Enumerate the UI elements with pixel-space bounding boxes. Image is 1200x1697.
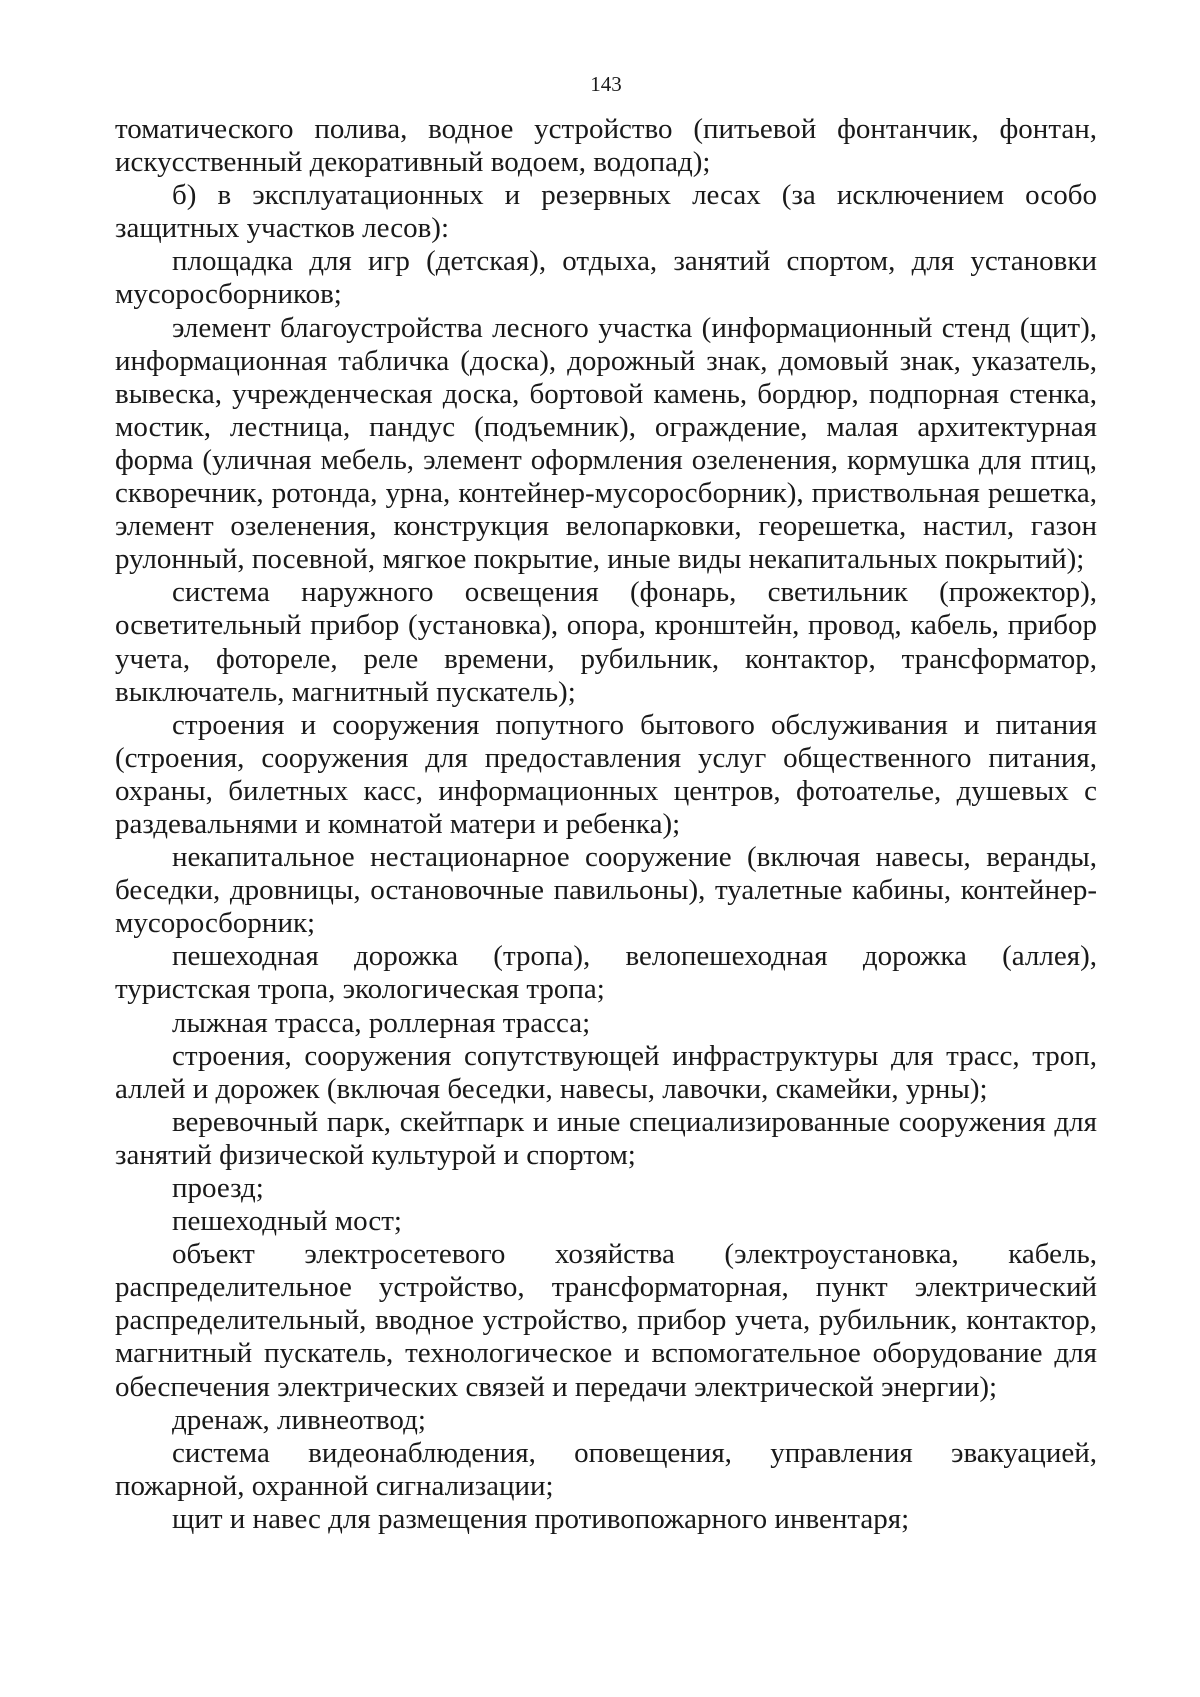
paragraph: лыжная трасса, роллерная трасса;	[172, 1006, 591, 1039]
paragraph: пешеходный мост;	[172, 1205, 402, 1238]
paragraph: щит и навес для размещения противопожарного инвентаря;	[172, 1502, 910, 1535]
page-number: 143	[590, 72, 622, 96]
paragraph: строения, сооружения сопутствующей инфраструктуры для трасс, троп, аллей и дорожек (включая беседки, навесы, лавочки, скамейки, урны);	[115, 1039, 1097, 1105]
document-body	[115, 113, 1097, 1536]
paragraph: проезд;	[172, 1172, 264, 1204]
paragraph: дренаж, ливнеотвод;	[172, 1403, 426, 1436]
paragraph: площадка для игр (детская), отдыха, занятий спортом, для установки мусоросборников;	[115, 245, 1097, 311]
paragraph: элемент благоустройства лесного участка (информационный стенд (щит), информационная табличка (доска), дорожный знак, домовый знак, указатель, вывеска, учрежденческая доска, бортовой камень, бордюр, подпорная стенка, мостик, лестница, пандус (подъемник), ограждение, малая архитектурная форма (уличная мебель, элемент оформления озеленения, кормушка для птиц, скворечник, ротонда, урна, контейнер-мусоросборник), приствольная решетка, элемент озеленения, конструкция велопарковки, георешетка, настил, газон рулонный, посевной, мягкое покрытие, иные виды некапитальных покрытий);	[115, 311, 1097, 576]
paragraph: объект электросетевого хозяйства (электроустановка, кабель, распределительное устройство, трансформаторная, пункт электрический распределительный, вводное устройство, прибор учета, рубильник, контактор, магнитный пускатель, технологическое и вспомогательное оборудование для обеспечения электрических связей и передачи электрической энергии);	[115, 1238, 1097, 1403]
paragraph: пешеходная дорожка (тропа), велопешеходная дорожка (аллея), туристская тропа, экологическая тропа;	[115, 940, 1097, 1006]
paragraph: система видеонаблюдения, оповещения, управления эвакуацией, пожарной, охранной сигнализации;	[115, 1436, 1097, 1502]
paragraph: веревочный парк, скейтпарк и иные специализированные сооружения для занятий физической культурой и спортом;	[115, 1105, 1097, 1171]
paragraph: строения и сооружения попутного бытового обслуживания и питания (строения, сооружения для предоставления услуг общественного питания, охраны, билетных касс, информационных центров, фотоателье, душевых с раздевальнями и комнатой матери и ребенка);	[115, 708, 1097, 840]
paragraph: томатического полива, водное устройство (питьевой фонтанчик, фонтан, искусственный декоративный водоем, водопад);	[115, 113, 1097, 179]
paragraph: система наружного освещения (фонарь, светильник (прожектор), осветительный прибор (установка), опора, кронштейн, провод, кабель, прибор учета, фотореле, реле времени, рубильник, контактор, трансформатор, выключатель, магнитный пускатель);	[115, 576, 1097, 708]
paragraph: некапитальное нестационарное сооружение (включая навесы, веранды, беседки, дровницы, остановочные павильоны), туалетные кабины, контейнер-мусоросборник;	[115, 841, 1097, 940]
paragraph: б) в эксплуатационных и резервных лесах (за исключением особо защитных участков лесов):	[115, 179, 1097, 245]
